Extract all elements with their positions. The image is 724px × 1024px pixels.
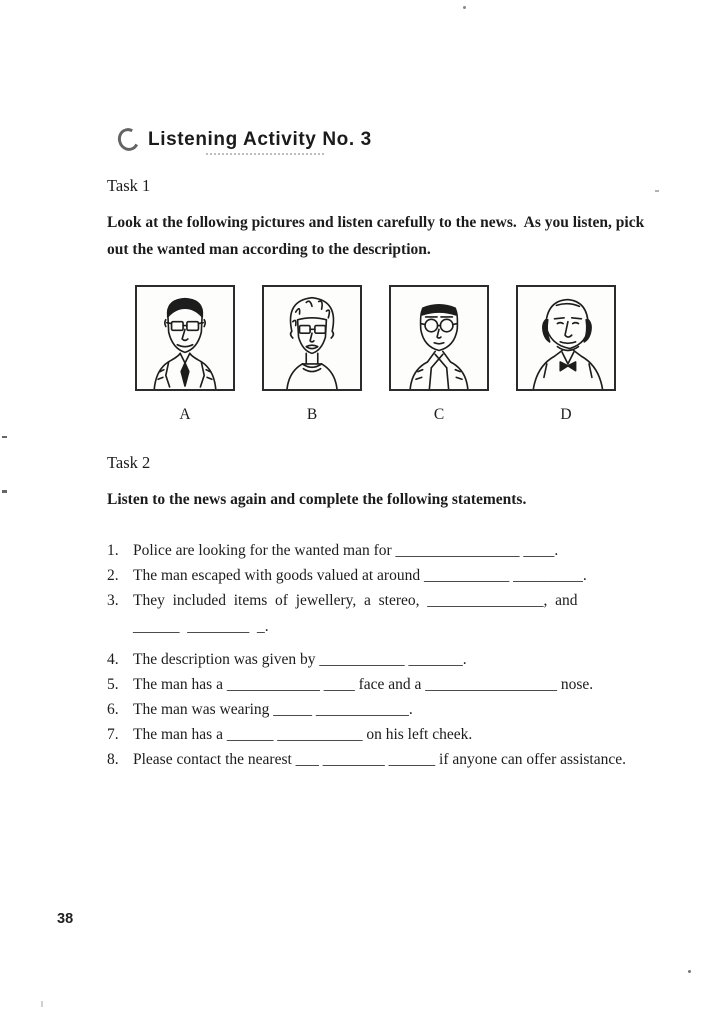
statement-number: 3. xyxy=(107,592,119,609)
scan-artifact xyxy=(41,1001,43,1007)
scan-artifact xyxy=(2,436,7,438)
statement-number: 4. xyxy=(107,651,119,668)
statement-text-continuation: ______ ________ _. xyxy=(133,617,269,635)
statement-number: 2. xyxy=(107,567,119,584)
statement-number: 1. xyxy=(107,542,119,559)
scan-artifact xyxy=(655,190,659,192)
scan-dotted-underline xyxy=(206,153,324,155)
picture-b xyxy=(262,285,362,424)
statement-row-2 xyxy=(107,564,667,589)
portrait-d-frame xyxy=(516,285,616,391)
title-row xyxy=(118,128,724,151)
picture-c xyxy=(389,285,489,424)
task2-label: Task 2 xyxy=(107,453,151,472)
portrait-c-sketch xyxy=(391,287,487,389)
portrait-c-frame xyxy=(389,285,489,391)
statement-row-4 xyxy=(107,648,667,673)
pictures-row xyxy=(135,285,724,424)
statement-text: The man has a ______ ___________ on his left cheek. xyxy=(133,726,473,743)
task1-label: Task 1 xyxy=(107,176,151,195)
statement-text: The man was wearing _____ ____________. xyxy=(133,701,413,718)
statements-list xyxy=(107,539,667,773)
statement-number: 7. xyxy=(107,726,119,743)
statement-row-8 xyxy=(107,748,667,773)
statement-row-3 xyxy=(107,589,667,639)
scan-artifact xyxy=(463,6,466,9)
page-number: 38 xyxy=(57,911,74,927)
task1-instruction: Look at the following pictures and listen carefully to the news. As you listen, pick out the wanted man according to the description. xyxy=(107,214,649,258)
portrait-a-sketch xyxy=(137,287,233,389)
picture-letter-c: C xyxy=(433,406,445,423)
statement-text: The man escaped with goods valued at around ___________ _________. xyxy=(133,567,587,584)
picture-a xyxy=(135,285,235,424)
statement-row-6 xyxy=(107,698,667,723)
picture-d xyxy=(516,285,616,424)
scan-artifact xyxy=(688,970,691,973)
page-title: Listening Activity No. 3 xyxy=(148,128,372,150)
statement-text: Please contact the nearest ___ ________ ______ if anyone can offer assistance. xyxy=(133,751,626,768)
statement-text: They included items of jewellery, a stereo, _______________, and xyxy=(133,592,578,609)
statement-row-1 xyxy=(107,539,667,564)
statement-text: The description was given by ___________ _______. xyxy=(133,651,467,668)
statement-text: The man has a ____________ ____ face and a _________________ nose. xyxy=(133,676,594,693)
picture-letter-a: A xyxy=(179,406,191,423)
statement-row-5 xyxy=(107,673,667,698)
task2-instruction: Listen to the news again and complete the following statements. xyxy=(107,491,527,508)
statement-text: Police are looking for the wanted man for ________________ ____. xyxy=(133,542,559,559)
scan-artifact xyxy=(2,490,7,493)
statement-row-7 xyxy=(107,723,667,748)
statement-number: 5. xyxy=(107,676,119,693)
picture-letter-b: B xyxy=(306,406,318,423)
crescent-mark-icon xyxy=(115,125,142,153)
portrait-b-sketch xyxy=(264,287,360,389)
statement-number: 6. xyxy=(107,701,119,718)
portrait-b-frame xyxy=(262,285,362,391)
portrait-d-sketch xyxy=(518,287,614,389)
picture-letter-d: D xyxy=(560,406,572,423)
statement-number: 8. xyxy=(107,751,119,768)
portrait-a-frame xyxy=(135,285,235,391)
